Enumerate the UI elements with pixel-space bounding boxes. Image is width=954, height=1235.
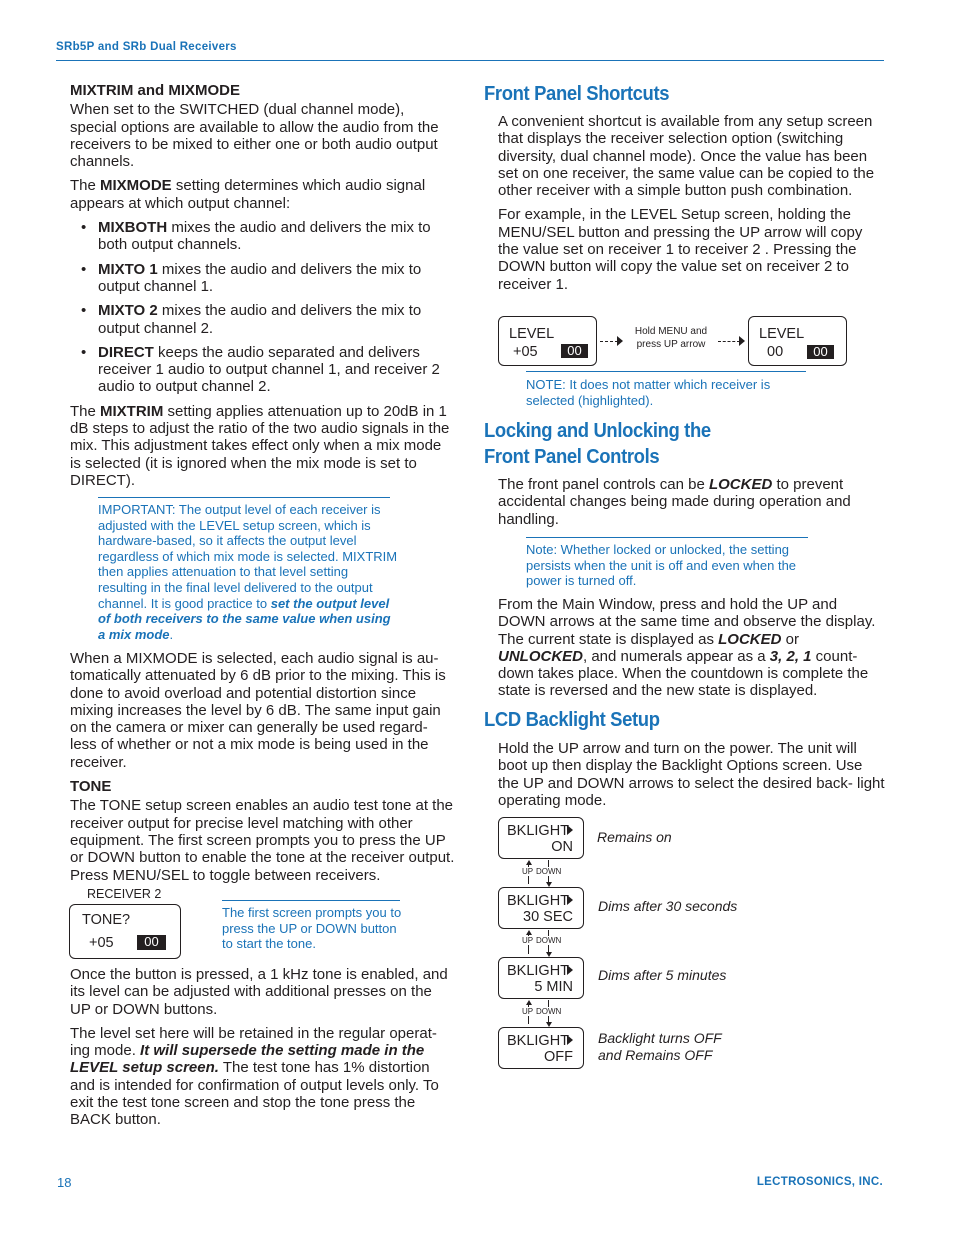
backlight-lcd-line2: ON	[551, 839, 573, 855]
mixmode-options-list	[70, 219, 455, 396]
tone-heading: TONE	[70, 778, 112, 796]
tone-enabled-paragraph: Once the button is pressed, a 1 kHz tone is enabled, and its level can be adjusted with additional presses on the UP or DOWN buttons.	[70, 966, 448, 1018]
backlight-lcd-line2: 30 SEC	[523, 909, 573, 925]
important-note-rule	[98, 497, 390, 498]
arrow-right-icon	[739, 336, 745, 346]
important-note	[98, 502, 398, 642]
copy-instruction-label: Hold MENU and press UP arrow	[634, 326, 708, 350]
backlight-lcd-line1: BKLIGHT	[507, 893, 570, 909]
tone-retained-emphasis: It will supersede the setting made in the LEVEL setup screen.	[70, 1042, 425, 1077]
arrow-right-icon	[567, 895, 573, 905]
backlight-description: Dims after 30 seconds	[598, 898, 738, 914]
mixmode-text-post: setting determines which audio signal appears at which output channel:	[70, 177, 426, 212]
locking-p2-b: or	[781, 630, 799, 648]
locked-term: LOCKED	[708, 476, 773, 493]
locking-p2-c: , and numerals appear as a	[583, 647, 770, 665]
running-header: SRb5P and SRb Dual Receivers	[56, 41, 237, 53]
backlight-lcd-30sec	[498, 887, 584, 929]
locking-text-2	[498, 596, 886, 707]
tone-retained-pre: The level set here will be retained in the regular operat- ing mode.	[70, 1024, 437, 1060]
arrow-right-icon	[567, 1035, 573, 1045]
option-term: MIXTO 2	[98, 302, 158, 320]
shortcuts-paragraph-1: A convenient shortcut is available from any setup screen that displays the receiver selection option (switching diversity, dual channel mode). Once the value has been set on one receiver, the same value can be copied to the other receiver with a simple button push combination.	[498, 113, 875, 200]
front-panel-shortcuts-heading: Front Panel Shortcuts	[484, 82, 670, 105]
company-name: LECTROSONICS, INC.	[756, 1176, 883, 1188]
shortcuts-note: NOTE: It does not matter which receiver is selected (highlighted).	[526, 377, 771, 408]
mixmode-text-pre: The	[70, 177, 101, 195]
level-lcd-highlight: 00	[561, 344, 588, 358]
copy-arrow-line-right	[718, 341, 740, 342]
page-number: 18	[57, 1175, 72, 1190]
important-note-end: .	[169, 626, 174, 642]
option-description: mixes the audio and delivers the mix to output channel 2.	[98, 302, 422, 337]
tone-lcd-screen	[69, 904, 181, 959]
lcd-backlight-heading: LCD Backlight Setup	[484, 708, 660, 731]
locking-p2-a: From the Main Window, press and hold the UP and DOWN arrows at the same time and observe the display. The current state is displayed as	[498, 596, 876, 648]
locking-heading-line-2: Front Panel Controls	[484, 445, 660, 468]
up-arrow-icon	[526, 1000, 532, 1005]
backlight-description: Backlight turns OFF and Remains OFF	[598, 1030, 722, 1063]
up-arrow-icon	[526, 860, 532, 865]
mix-attenuation-paragraph: When a MIXMODE is selected, each audio signal is au- tomatically attenuated by 6 dB prior to the mixing. This is done to avoid overload and potential distortion since mixing increases the level by 6 dB. The same input gain on the camera or mixer can generally be used regard- less of whether or not a mix mode is being used in the receiver.	[70, 650, 446, 771]
option-term: MIXBOTH	[98, 219, 168, 237]
locking-paragraph-2	[498, 596, 886, 700]
up-label: UP	[522, 867, 534, 876]
locking-text-pre: The front panel controls can be	[498, 476, 709, 493]
down-label: DOWN	[536, 867, 562, 876]
level-lcd-value: 00	[767, 344, 784, 360]
locking-note-rule	[526, 537, 808, 538]
down-label: DOWN	[536, 936, 562, 945]
left-column	[70, 82, 455, 496]
level-lcd-value: +05	[513, 344, 538, 360]
mixtrim-text-pre: The	[70, 402, 101, 420]
level-lcd-receiver-2	[748, 316, 847, 366]
backlight-lcd-off	[498, 1027, 584, 1069]
important-note-emphasis: set the output level of both receivers to the same value when using a mix mode	[98, 595, 391, 642]
list-item	[70, 219, 455, 254]
backlight-paragraph: Hold the UP arrow and turn on the power. The unit will boot up then display the Backlight Options screen. Use the UP and DOWN arrows to select the desired back- light operating mode.	[498, 740, 885, 809]
mixtrim-paragraph	[70, 403, 455, 489]
header-rule	[56, 60, 884, 61]
receiver-label: RECEIVER 2	[87, 887, 162, 901]
backlight-lcd-line1: BKLIGHT	[507, 963, 570, 979]
tone-retained-paragraph	[70, 1025, 455, 1129]
up-arrow-icon	[526, 930, 532, 935]
locking-paragraph-1	[498, 476, 886, 528]
copy-arrow-line-left	[600, 341, 618, 342]
shortcuts-text	[498, 113, 886, 300]
backlight-lcd-5min	[498, 957, 584, 999]
backlight-lcd-on	[498, 817, 584, 859]
locking-note: Note: Whether locked or unlocked, the setting persists when the unit is off and even when the power is turned off.	[526, 542, 797, 589]
level-lcd-highlight: 00	[807, 345, 834, 359]
down-label: DOWN	[536, 1007, 562, 1016]
tone-note: The first screen prompts you to press the UP or DOWN button to start the tone.	[222, 905, 402, 952]
mixtrim-term: MIXTRIM	[100, 402, 164, 420]
unlocked-term: UNLOCKED	[498, 647, 583, 665]
arrow-right-icon	[567, 825, 573, 835]
backlight-text	[498, 740, 886, 816]
option-description: mixes the audio and delivers the mix to both output channels.	[98, 219, 431, 254]
tone-intro-paragraph: The TONE setup screen enables an audio test tone at the receiver output for precise level matching with other equipment. The first screen prompts you to press the UP or DOWN button to enable the tone at the receiver output. Press MENU/SEL to toggle between receivers.	[70, 797, 455, 884]
level-lcd-receiver-1	[498, 316, 597, 366]
backlight-lcd-line2: OFF	[544, 1049, 573, 1065]
mixtrim-text-post: setting applies attenuation up to 20dB in 1 dB steps to adjust the ratio of the two audio signals in the mix. This adjustment takes effect only when a mix mode is selected (it is ignored when the mix mode is set to DIRECT).	[70, 402, 450, 489]
backlight-description: Dims after 5 minutes	[598, 967, 727, 983]
left-column-bottom	[70, 966, 455, 1136]
locking-p2-d: count- down takes place. When the countdown is complete the state is reversed and the new state is displayed.	[498, 647, 869, 700]
left-column-lower	[70, 650, 455, 891]
option-description: keeps the audio separated and delivers receiver 1 audio to output channel 1, and receiver 2 audio to output channel 2.	[98, 343, 440, 396]
backlight-lcd-line1: BKLIGHT	[507, 1033, 570, 1049]
locking-text	[498, 476, 886, 535]
tone-lcd-value: +05	[89, 935, 114, 951]
shortcuts-note-rule	[526, 371, 806, 372]
mixmode-term: MIXMODE	[100, 177, 172, 195]
countdown-term: 3, 2, 1	[769, 647, 812, 665]
level-lcd-line1: LEVEL	[759, 326, 805, 342]
backlight-lcd-line2: 5 MIN	[534, 979, 573, 995]
up-label: UP	[522, 1007, 534, 1016]
tone-note-rule	[222, 900, 400, 901]
locked-term: LOCKED	[718, 630, 782, 648]
shortcuts-paragraph-2: For example, in the LEVEL Setup screen, holding the MENU/SEL button and pressing the UP arrow will copy the value set on receiver 1 to receiver 2 . Pressing the DOWN button will copy the value set on receiver 2 to receiver 1.	[498, 206, 863, 293]
backlight-lcd-line1: BKLIGHT	[507, 823, 570, 839]
level-lcd-line1: LEVEL	[509, 326, 555, 342]
mix-intro-paragraph: When set to the SWITCHED (dual channel mode), special options are available to allow the audio from the receivers to be mixed to either one or both audio output channels.	[70, 101, 439, 171]
mixmode-paragraph	[70, 177, 455, 212]
option-term: MIXTO 1	[98, 260, 158, 278]
locking-text-post: to prevent accidental changes being made during operation and handling.	[498, 476, 851, 528]
backlight-description: Remains on	[597, 829, 672, 845]
tone-retained-post: The test tone has 1% distortion and is intended for confirmation of output levels only. To exit the test tone screen and stop the tone press the BACK button.	[70, 1059, 439, 1129]
option-description: mixes the audio and delivers the mix to output channel 1.	[98, 260, 422, 295]
important-note-text: IMPORTANT: The output level of each receiver is adjusted with the LEVEL setup screen, which is hardware-based, so it affects the output level regardless of which mix mode is selected. MIXTRIM then applies attenuation to that level setting resulting in the final level delivered to the output channel. It is good practice to	[98, 502, 398, 611]
locking-heading-line-1: Locking and Unlocking the	[484, 419, 711, 442]
list-item	[70, 344, 455, 396]
tone-lcd-line1: TONE?	[82, 912, 131, 928]
mixtrim-mixmode-heading: MIXTRIM and MIXMODE	[70, 82, 240, 99]
up-label: UP	[522, 936, 534, 945]
list-item	[70, 302, 455, 337]
arrow-right-icon	[617, 336, 623, 346]
list-item	[70, 261, 455, 296]
option-term: DIRECT	[98, 343, 154, 361]
tone-lcd-highlight: 00	[137, 935, 166, 950]
arrow-right-icon	[567, 965, 573, 975]
